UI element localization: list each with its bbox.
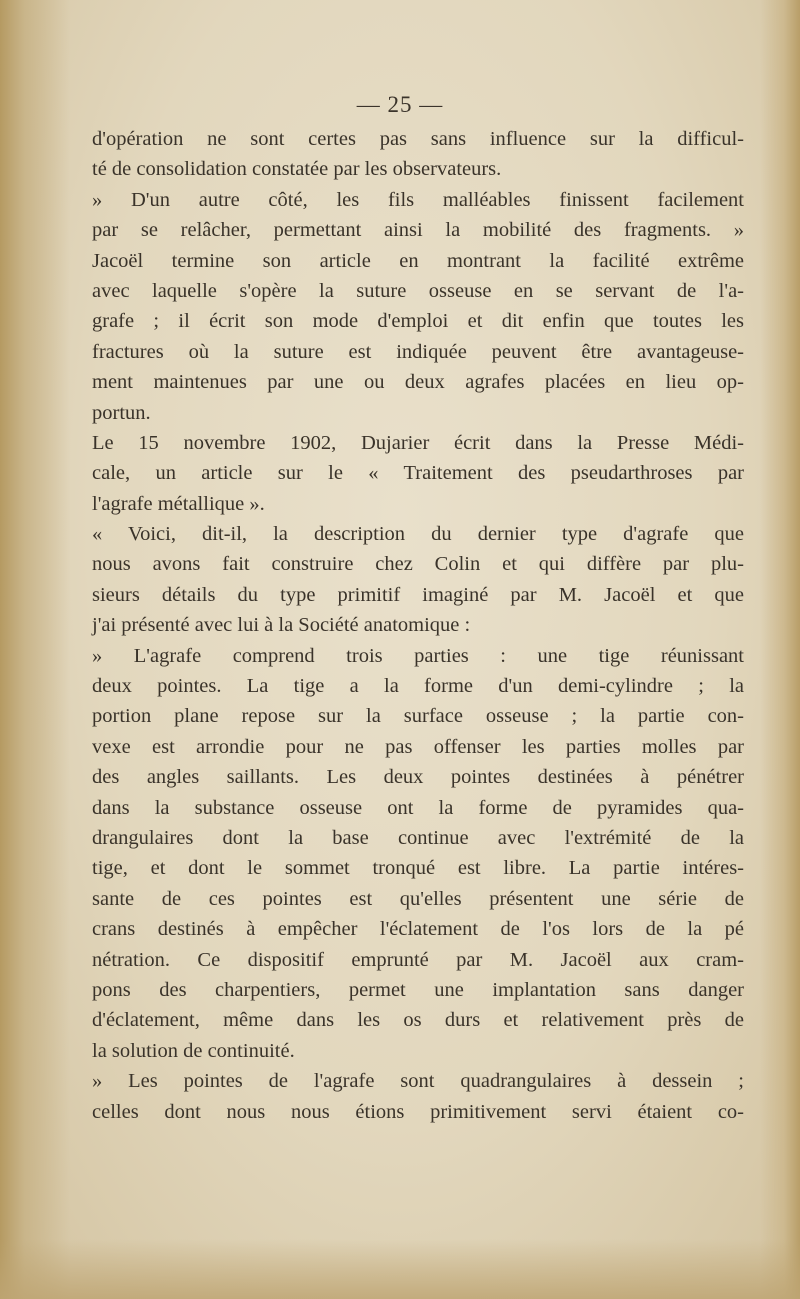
text-line: pons des charpentiers, permet une implantation sans danger [92,978,744,1001]
text-line: té de consolidation constatée par les observateurs. [92,158,502,181]
text-line: d'éclatement, même dans les os durs et relativement près de [92,1009,744,1032]
text-line: tige, et dont le sommet tronqué est libre. La partie intéres- [92,857,744,880]
text-line: » Les pointes de l'agrafe sont quadrangulaires à dessein ; [92,1070,744,1093]
text-line: avec laquelle s'opère la suture osseuse en se servant de l'a- [92,279,744,302]
page-number: — 25 — [356,92,444,117]
text-line: nétration. Ce dispositif emprunté par M. Jacoël aux cram- [92,948,744,971]
text-line: dans la substance osseuse ont la forme de pyramides qua- [92,796,744,819]
page-right-edge-stain [760,0,800,1299]
text-line: fractures où la suture est indiquée peuvent être avantageuse- [92,340,744,363]
text-line: Jacoël termine son article en montrant la facilité extrême [92,249,744,272]
text-line: drangulaires dont la base continue avec l'extrémité de la [92,826,744,849]
text-line: deux pointes. La tige a la forme d'un demi-cylindre ; la [92,675,744,698]
text-line: la solution de continuité. [92,1039,295,1062]
text-line: vexe est arrondie pour ne pas offenser les parties molles par [92,735,744,758]
page-bottom-edge-stain [0,1239,800,1299]
text-line: l'agrafe métallique ». [92,492,265,515]
text-line: j'ai présenté avec lui à la Société anatomique : [92,614,471,637]
text-line: » D'un autre côté, les fils malléables finissent facilement [92,188,744,211]
text-line: portun. [92,401,151,424]
text-line: cale, un article sur le « Traitement des pseudarthroses par [92,462,744,485]
text-line: « Voici, dit-il, la description du dernier type d'agrafe que [92,523,744,546]
text-line: sieurs détails du type primitif imaginé par M. Jacoël et que [92,583,744,606]
text-line: des angles saillants. Les deux pointes destinées à pénétrer [92,766,744,789]
text-line: portion plane repose sur la surface osseuse ; la partie con- [92,705,744,728]
page-left-edge-stain [0,0,70,1299]
text-line: par se relâcher, permettant ainsi la mobilité des fragments. » [92,219,744,242]
text-line: d'opération ne sont certes pas sans influence sur la difficul- [92,128,744,150]
text-line: celles dont nous nous étions primitivement servi étaient co- [92,1100,744,1123]
body-text [92,124,744,1127]
text-line: » L'agrafe comprend trois parties : une tige réunissant [92,644,744,667]
text-line: crans destinés à empêcher l'éclatement de l'os lors de la pé [92,918,744,941]
text-line: sante de ces pointes est qu'elles présentent une série de [92,887,744,910]
text-line: nous avons fait construire chez Colin et qui diffère par plu- [92,553,744,576]
text-line: Le 15 novembre 1902, Dujarier écrit dans la Presse Médi- [92,431,744,454]
text-line: ment maintenues par une ou deux agrafes placées en lieu op- [92,371,744,394]
text-line: grafe ; il écrit son mode d'emploi et dit enfin que toutes les [92,310,744,333]
